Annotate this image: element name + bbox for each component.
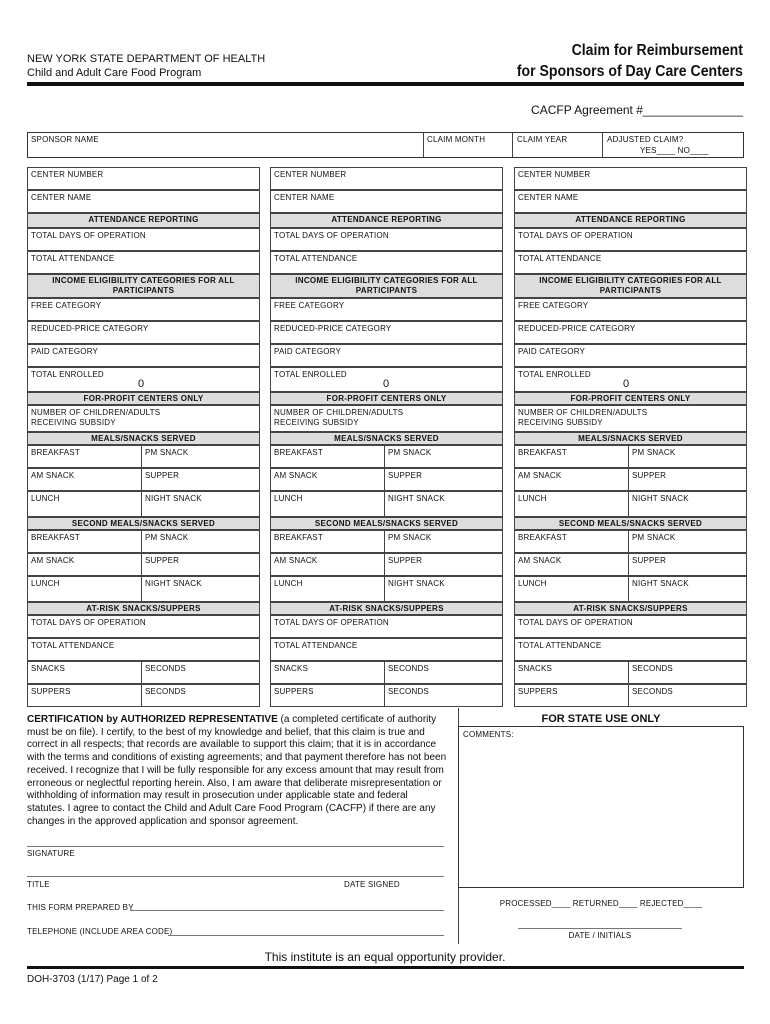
col1-atrisk-supper-seconds-label: SECONDS [145,687,186,696]
col2-total-days-operation-label: TOTAL DAYS OF OPERATION [274,231,389,240]
col1-for-profit-header: FOR-PROFIT CENTERS ONLY [27,392,260,405]
col3-breakfast-label: BREAKFAST [518,448,567,457]
col1-night-snack-label: NIGHT SNACK [145,494,202,503]
col1-reduced-price-category-label: REDUCED-PRICE CATEGORY [31,324,149,333]
col2-paid-category-field[interactable] [270,344,503,367]
col2-center-number-field[interactable] [270,167,503,190]
col1-atrisk-snacks-field[interactable] [27,661,142,684]
col3-number-children-subsidy-field[interactable] [514,405,747,432]
col3-income-header: INCOME ELIGIBILITY CATEGORIES FOR ALL PARTICIPANTS [514,274,747,298]
col1-second-pm-snack-label: PM SNACK [145,533,189,542]
col3-lunch-field[interactable] [514,491,629,517]
col2-atrisk-suppers-label: SUPPERS [274,687,314,696]
col2-pm-snack-field[interactable] [384,445,503,468]
col1-free-category-field[interactable] [27,298,260,321]
col2-second-pm-snack-label: PM SNACK [388,533,432,542]
col2-supper-field[interactable] [384,468,503,491]
col2-lunch-field[interactable] [270,491,385,517]
comments-label: COMMENTS: [463,730,514,739]
col1-second-meals-header: SECOND MEALS/SNACKS SERVED [27,517,260,530]
col2-meals-header: MEALS/SNACKS SERVED [270,432,503,445]
col3-atrisk-supper-seconds-label: SECONDS [632,687,673,696]
col2-number-children-subsidy-field[interactable] [270,405,503,432]
col1-center-name-label: CENTER NAME [31,193,92,202]
col1-second-pm-snack-field[interactable] [141,530,260,553]
col2-second-breakfast-field[interactable] [270,530,385,553]
col2-am-snack-field[interactable] [270,468,385,491]
col3-second-am-snack-field[interactable] [514,553,629,576]
col2-attendance-header: ATTENDANCE REPORTING [270,213,503,228]
col1-atrisk-total-attendance-label: TOTAL ATTENDANCE [31,641,115,650]
col1-atrisk-total-days-label: TOTAL DAYS OF OPERATION [31,618,146,627]
col2-second-night-snack-field[interactable] [384,576,503,602]
col3-number-children-label: NUMBER OF CHILDREN/ADULTS [518,408,648,417]
col1-meals-header: MEALS/SNACKS SERVED [27,432,260,445]
col3-night-snack-label: NIGHT SNACK [632,494,689,503]
col2-lunch-label: LUNCH [274,494,303,503]
col1-total-enrolled-field[interactable] [27,367,260,392]
col2-second-breakfast-label: BREAKFAST [274,533,323,542]
header-left [27,52,265,80]
col2-free-category-field[interactable] [270,298,503,321]
col3-total-attendance-label: TOTAL ATTENDANCE [518,254,602,263]
col3-atrisk-snack-seconds-field[interactable] [628,661,747,684]
col1-atrisk-suppers-field[interactable] [27,684,142,707]
col2-atrisk-total-days-field[interactable] [270,615,503,638]
program-name: Child and Adult Care Food Program [27,67,202,79]
col2-for-profit-header: FOR-PROFIT CENTERS ONLY [270,392,503,405]
col1-number-children-label: NUMBER OF CHILDREN/ADULTS [31,408,161,417]
col2-at-risk-header: AT-RISK SNACKS/SUPPERS [270,602,503,615]
col2-center-number-label: CENTER NUMBER [274,170,347,179]
col2-night-snack-field[interactable] [384,491,503,517]
col2-atrisk-total-attendance-field[interactable] [270,638,503,661]
prepared-by-label: THIS FORM PREPARED BY [27,903,134,912]
col2-atrisk-suppers-field[interactable] [270,684,385,707]
signature-line[interactable] [27,846,444,847]
col1-reduced-price-category-field[interactable] [27,321,260,344]
certification-text [27,714,447,828]
col2-atrisk-snacks-label: SNACKS [274,664,309,673]
col1-paid-category-field[interactable] [27,344,260,367]
certification-title: CERTIFICATION by AUTHORIZED REPRESENTATIVE [27,714,278,725]
col2-second-pm-snack-field[interactable] [384,530,503,553]
col1-atrisk-total-attendance-field[interactable] [27,638,260,661]
col1-second-lunch-label: LUNCH [31,579,60,588]
col1-second-lunch-field[interactable] [27,576,142,602]
col3-atrisk-snack-seconds-label: SECONDS [632,664,673,673]
col3-atrisk-suppers-label: SUPPERS [518,687,558,696]
date-signed-label: DATE SIGNED [344,880,400,889]
col1-second-supper-field[interactable] [141,553,260,576]
col1-attendance-header: ATTENDANCE REPORTING [27,213,260,228]
col2-atrisk-supper-seconds-field[interactable] [384,684,503,707]
col3-night-snack-field[interactable] [628,491,747,517]
title-line[interactable] [27,876,444,877]
col1-total-enrolled-label: TOTAL ENROLLED [31,370,104,379]
col2-am-snack-label: AM SNACK [274,471,318,480]
equal-opportunity-statement: This institute is an equal opportunity provider. [264,950,506,964]
col3-reduced-price-category-label: REDUCED-PRICE CATEGORY [518,324,636,333]
comments-box[interactable] [458,726,744,888]
col2-paid-category-label: PAID CATEGORY [274,347,342,356]
col3-free-category-field[interactable] [514,298,747,321]
col2-supper-label: SUPPER [388,471,423,480]
col2-income-header: INCOME ELIGIBILITY CATEGORIES FOR ALL PARTICIPANTS [270,274,503,298]
col3-second-pm-snack-label: PM SNACK [632,533,676,542]
col3-attendance-header: ATTENDANCE REPORTING [514,213,747,228]
col3-center-number-label: CENTER NUMBER [518,170,591,179]
col1-atrisk-total-days-field[interactable] [27,615,260,638]
col1-night-snack-field[interactable] [141,491,260,517]
col3-second-supper-field[interactable] [628,553,747,576]
claim-month-field[interactable]: CLAIM MONTH [427,135,486,144]
col1-center-name-field[interactable] [27,190,260,213]
col2-reduced-price-category-label: REDUCED-PRICE CATEGORY [274,324,392,333]
col3-second-supper-label: SUPPER [632,556,667,565]
col3-atrisk-total-days-label: TOTAL DAYS OF OPERATION [518,618,633,627]
col1-atrisk-supper-seconds-field[interactable] [141,684,260,707]
col1-income-header: INCOME ELIGIBILITY CATEGORIES FOR ALL PARTICIPANTS [27,274,260,298]
col3-second-night-snack-field[interactable] [628,576,747,602]
col3-receiving-subsidy-label: RECEIVING SUBSIDY [518,418,603,427]
col2-number-children-label: NUMBER OF CHILDREN/ADULTS [274,408,404,417]
col2-second-supper-label: SUPPER [388,556,423,565]
col2-second-am-snack-label: AM SNACK [274,556,318,565]
col1-total-attendance-field[interactable] [27,251,260,274]
col1-total-days-operation-field[interactable] [27,228,260,251]
col3-at-risk-header: AT-RISK SNACKS/SUPPERS [514,602,747,615]
telephone-line[interactable] [168,935,444,936]
title-label: TITLE [27,880,50,889]
col2-center-name-field[interactable] [270,190,503,213]
col2-second-am-snack-field[interactable] [270,553,385,576]
col3-pm-snack-field[interactable] [628,445,747,468]
col2-total-enrolled-label: TOTAL ENROLLED [274,370,347,379]
col1-at-risk-header: AT-RISK SNACKS/SUPPERS [27,602,260,615]
col2-second-night-snack-label: NIGHT SNACK [388,579,445,588]
col3-total-enrolled-field[interactable] [514,367,747,392]
col2-atrisk-snack-seconds-label: SECONDS [388,664,429,673]
prepared-by-line[interactable] [130,910,444,911]
col2-pm-snack-label: PM SNACK [388,448,432,457]
col3-meals-header: MEALS/SNACKS SERVED [514,432,747,445]
date-initials-line[interactable] [518,928,682,929]
col3-total-enrolled-label: TOTAL ENROLLED [518,370,591,379]
adjusted-claim-yes-no[interactable]: YES____ NO____ [640,146,709,155]
col3-total-enrolled-value: 0 [623,378,630,390]
col1-supper-field[interactable] [141,468,260,491]
form-number: DOH-3703 (1/17) Page 1 of 2 [27,974,158,985]
col1-pm-snack-field[interactable] [141,445,260,468]
col1-lunch-field[interactable] [27,491,142,517]
col3-pm-snack-label: PM SNACK [632,448,676,457]
agreement-number[interactable]: CACFP Agreement #_______________ [531,103,743,117]
col1-second-am-snack-label: AM SNACK [31,556,75,565]
col1-atrisk-snacks-label: SNACKS [31,664,66,673]
col2-receiving-subsidy-label: RECEIVING SUBSIDY [274,418,359,427]
processed-status[interactable]: PROCESSED____ RETURNED____ REJECTED____ [499,899,703,908]
col1-breakfast-field[interactable] [27,445,142,468]
col2-atrisk-total-days-label: TOTAL DAYS OF OPERATION [274,618,389,627]
col2-total-enrolled-value: 0 [383,378,390,390]
col3-total-days-operation-label: TOTAL DAYS OF OPERATION [518,231,633,240]
col1-am-snack-label: AM SNACK [31,471,75,480]
telephone-label: TELEPHONE (INCLUDE AREA CODE) [27,927,173,936]
col3-total-attendance-field[interactable] [514,251,747,274]
col1-second-night-snack-field[interactable] [141,576,260,602]
col3-second-pm-snack-field[interactable] [628,530,747,553]
col2-second-supper-field[interactable] [384,553,503,576]
state-use-title: FOR STATE USE ONLY [541,713,661,725]
date-initials-label: DATE / INITIALS [568,931,632,940]
col2-total-attendance-field[interactable] [270,251,503,274]
sponsor-name-field[interactable]: SPONSOR NAME [31,135,99,144]
col1-second-am-snack-field[interactable] [27,553,142,576]
col1-center-number-label: CENTER NUMBER [31,170,104,179]
col1-total-days-operation-label: TOTAL DAYS OF OPERATION [31,231,146,240]
col1-number-children-subsidy-field[interactable] [27,405,260,432]
col3-atrisk-snacks-field[interactable] [514,661,629,684]
col2-atrisk-snack-seconds-field[interactable] [384,661,503,684]
col3-atrisk-total-days-field[interactable] [514,615,747,638]
col2-total-attendance-label: TOTAL ATTENDANCE [274,254,358,263]
signature-label: SIGNATURE [27,849,75,858]
col3-second-lunch-label: LUNCH [518,579,547,588]
col3-atrisk-total-attendance-field[interactable] [514,638,747,661]
col3-supper-label: SUPPER [632,471,667,480]
col3-second-breakfast-field[interactable] [514,530,629,553]
col3-lunch-label: LUNCH [518,494,547,503]
col2-second-lunch-label: LUNCH [274,579,303,588]
col1-second-breakfast-label: BREAKFAST [31,533,80,542]
col2-center-name-label: CENTER NAME [274,193,335,202]
col2-second-meals-header: SECOND MEALS/SNACKS SERVED [270,517,503,530]
col3-center-name-label: CENTER NAME [518,193,579,202]
col1-total-enrolled-value: 0 [138,378,145,390]
col1-paid-category-label: PAID CATEGORY [31,347,99,356]
col3-atrisk-snacks-label: SNACKS [518,664,553,673]
col3-for-profit-header: FOR-PROFIT CENTERS ONLY [514,392,747,405]
col3-breakfast-field[interactable] [514,445,629,468]
col1-am-snack-field[interactable] [27,468,142,491]
col1-receiving-subsidy-label: RECEIVING SUBSIDY [31,418,116,427]
col2-reduced-price-category-field[interactable] [270,321,503,344]
col1-atrisk-snack-seconds-field[interactable] [141,661,260,684]
col2-breakfast-field[interactable] [270,445,385,468]
col3-free-category-label: FREE CATEGORY [518,301,589,310]
col2-atrisk-supper-seconds-label: SECONDS [388,687,429,696]
col3-am-snack-field[interactable] [514,468,629,491]
col3-center-number-field[interactable] [514,167,747,190]
col3-paid-category-field[interactable] [514,344,747,367]
footer-rule [27,966,744,969]
col1-atrisk-suppers-label: SUPPERS [31,687,71,696]
col2-night-snack-label: NIGHT SNACK [388,494,445,503]
col3-second-meals-header: SECOND MEALS/SNACKS SERVED [514,517,747,530]
col1-breakfast-label: BREAKFAST [31,448,80,457]
title-line-2: for Sponsors of Day Care Centers [516,63,743,80]
col3-second-am-snack-label: AM SNACK [518,556,562,565]
col3-center-name-field[interactable] [514,190,747,213]
col3-paid-category-label: PAID CATEGORY [518,347,586,356]
col3-second-night-snack-label: NIGHT SNACK [632,579,689,588]
col1-lunch-label: LUNCH [31,494,60,503]
col1-atrisk-snack-seconds-label: SECONDS [145,664,186,673]
col1-center-number-field[interactable] [27,167,260,190]
col3-supper-field[interactable] [628,468,747,491]
adjusted-claim-label: ADJUSTED CLAIM? [607,135,684,144]
col1-pm-snack-label: PM SNACK [145,448,189,457]
col3-atrisk-supper-seconds-field[interactable] [628,684,747,707]
department-name: NEW YORK STATE DEPARTMENT OF HEALTH [27,53,266,65]
col2-atrisk-snacks-field[interactable] [270,661,385,684]
col3-second-breakfast-label: BREAKFAST [518,533,567,542]
col3-second-lunch-field[interactable] [514,576,629,602]
col1-second-supper-label: SUPPER [145,556,180,565]
col1-total-attendance-label: TOTAL ATTENDANCE [31,254,115,263]
col2-total-days-operation-field[interactable] [270,228,503,251]
claim-year-field[interactable]: CLAIM YEAR [517,135,568,144]
certification-body: (a completed certificate of authority must be on file). I certify, to the best of my knowledge and belief, that this claim is true and correct in all respects; that records are available to support this claim; that it is in accordance with the terms and conditions of existing agreements; and that payment therefore has not been received. I recognize that I will be fully responsible for any excess amount that may result from erroneous or neglectful reporting herein. Also, I am aware that deliberate misrepresentation or withholding of information may result in prosecution under applicable state and federal statutes. I agree to contact the Child and Adult Care Food Program (CACFP) if there are any changes in the approved application and sponsor agreement. [27,714,447,827]
col2-breakfast-label: BREAKFAST [274,448,323,457]
col2-free-category-label: FREE CATEGORY [274,301,345,310]
col1-second-night-snack-label: NIGHT SNACK [145,579,202,588]
col3-total-days-operation-field[interactable] [514,228,747,251]
col1-supper-label: SUPPER [145,471,180,480]
col1-second-breakfast-field[interactable] [27,530,142,553]
sponsor-row [27,132,744,158]
title-line-1: Claim for Reimbursement [571,42,743,59]
form-title [517,40,743,82]
col3-atrisk-total-attendance-label: TOTAL ATTENDANCE [518,641,602,650]
col3-am-snack-label: AM SNACK [518,471,562,480]
header-rule [27,82,744,86]
col3-atrisk-suppers-field[interactable] [514,684,629,707]
col2-atrisk-total-attendance-label: TOTAL ATTENDANCE [274,641,358,650]
col3-reduced-price-category-field[interactable] [514,321,747,344]
col1-free-category-label: FREE CATEGORY [31,301,102,310]
col2-total-enrolled-field[interactable] [270,367,503,392]
col2-second-lunch-field[interactable] [270,576,385,602]
